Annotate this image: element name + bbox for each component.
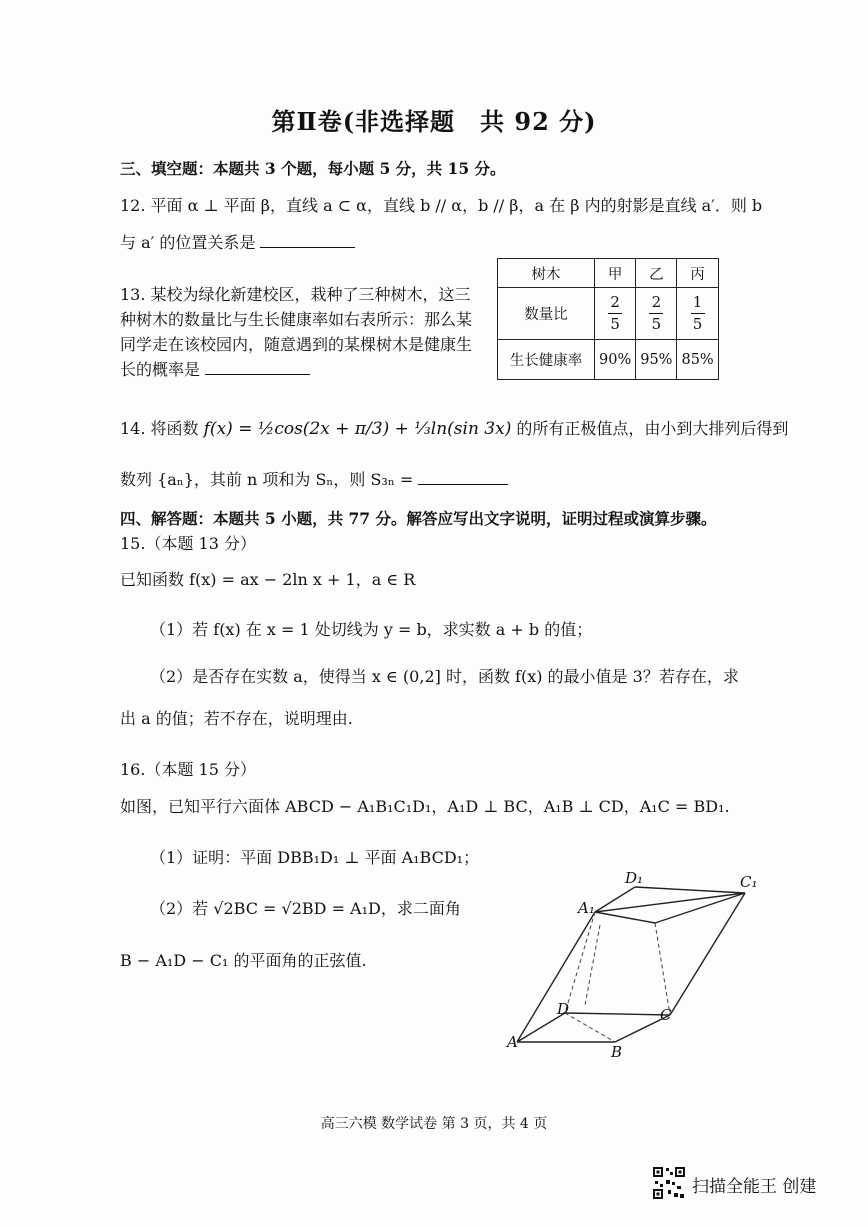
qr-code-icon	[652, 1166, 686, 1200]
q16-part-2-line-1: （2）若 √2BC = √2BD = A₁D，求二面角	[150, 899, 461, 918]
table-row-label: 数量比	[498, 288, 595, 340]
section-title: 第Ⅱ卷(非选择题 共 92 分)	[271, 107, 597, 136]
q12-line-2	[120, 230, 355, 253]
q12-text: 与 a′ 的位置关系是	[120, 233, 256, 252]
table-cell: 95%	[636, 340, 677, 380]
table-cell-fraction	[636, 288, 677, 340]
denominator: 5	[692, 315, 703, 333]
table-cell: 90%	[595, 340, 636, 380]
section-4-heading: 四、解答题：本题共 5 小题，共 77 分。解答应写出文字说明，证明过程或演算步骤。	[120, 509, 717, 528]
table-header-cell: 乙	[636, 259, 677, 288]
q13-line-1: 13. 某校为绿化新建校区，栽种了三种树木，这三	[120, 285, 471, 304]
q14-line-2	[120, 467, 508, 490]
q13-line-3: 同学走在该校园内，随意遇到的某棵树木是健康生	[120, 335, 473, 354]
label-c1: C₁	[740, 873, 758, 891]
denominator: 5	[651, 315, 662, 333]
table-cell: 85%	[677, 340, 718, 380]
q15-part-1: （1）若 f(x) 在 x = 1 处切线为 y = b，求实数 a + b 的值；	[150, 620, 593, 639]
q14-line-1	[120, 416, 788, 439]
q16-heading: 16.（本题 15 分）	[120, 760, 256, 779]
denominator: 5	[610, 315, 620, 333]
parallelepiped-figure	[495, 865, 775, 1065]
table-cell-fraction	[677, 288, 718, 340]
q14-suffix: 的所有正极值点，由小到大排列后得到	[516, 419, 789, 438]
q14-answer-blank	[418, 470, 508, 485]
q15-part-2-line-1: （2）是否存在实数 a，使得当 x ∈ (0,2] 时，函数 f(x) 的最小值是 3？若存在，求	[150, 667, 739, 686]
label-a1: A₁	[578, 899, 595, 917]
label-c: C	[660, 1006, 672, 1024]
q13-text: 长的概率是	[120, 360, 201, 379]
section-3-heading: 三、填空题：本题共 3 个题，每小题 5 分，共 15 分。	[120, 159, 506, 178]
scanner-watermark: 扫描全能王 创建	[692, 1177, 817, 1197]
table-header-cell: 丙	[677, 259, 718, 288]
q16-part-2-line-2: B − A₁D − C₁ 的平面角的正弦值.	[120, 951, 367, 970]
q13-answer-blank	[205, 360, 310, 375]
q15-heading: 15.（本题 13 分）	[120, 534, 256, 553]
q14-text: 数列 {aₙ}，其前 n 项和为 Sₙ，则 S₃ₙ =	[120, 470, 414, 489]
q15-part-2-line-2: 出 a 的值；若不存在，说明理由.	[120, 709, 353, 728]
table-row-quantity	[498, 288, 719, 340]
q15-given: 已知函数 f(x) = ax − 2ln x + 1，a ∈ R	[120, 570, 416, 589]
label-a: A	[507, 1033, 518, 1051]
table-row-health	[498, 340, 719, 380]
label-d1: D₁	[625, 869, 644, 887]
table-header-cell: 树木	[498, 259, 595, 288]
table-header-cell: 甲	[595, 259, 636, 288]
table-cell-fraction	[595, 288, 636, 340]
numerator: 2	[610, 293, 620, 311]
tree-table	[497, 258, 719, 380]
table-header-row	[498, 259, 719, 288]
numerator: 2	[651, 293, 662, 311]
table-row-label: 生长健康率	[498, 340, 595, 380]
page-footer: 高三六模 数学试卷 第 3 页，共 4 页	[320, 1116, 548, 1132]
q12-answer-blank	[260, 233, 355, 248]
label-b: B	[611, 1043, 623, 1061]
q13-line-4	[120, 357, 310, 380]
numerator: 1	[692, 293, 703, 311]
q16-given: 如图，已知平行六面体 ABCD − A₁B₁C₁D₁，A₁D ⊥ BC，A₁B ⊥ CD，A₁C = BD₁.	[120, 797, 730, 816]
q14-formula: f(x) = ½cos(2x + π/3) + ⅓ln(sin 3x)	[203, 419, 512, 439]
q13-line-2: 种树木的数量比与生长健康率如右表所示：那么某	[120, 310, 473, 329]
q12-line-1: 12. 平面 α ⊥ 平面 β，直线 a ⊂ α，直线 b // α，b // β，a 在 β 内的射影是直线 a′．则 b	[120, 196, 763, 215]
label-d: D	[557, 1000, 570, 1018]
q16-part-1: （1）证明：平面 DBB₁D₁ ⊥ 平面 A₁BCD₁；	[150, 848, 480, 867]
q14-prefix: 14. 将函数	[120, 419, 199, 438]
